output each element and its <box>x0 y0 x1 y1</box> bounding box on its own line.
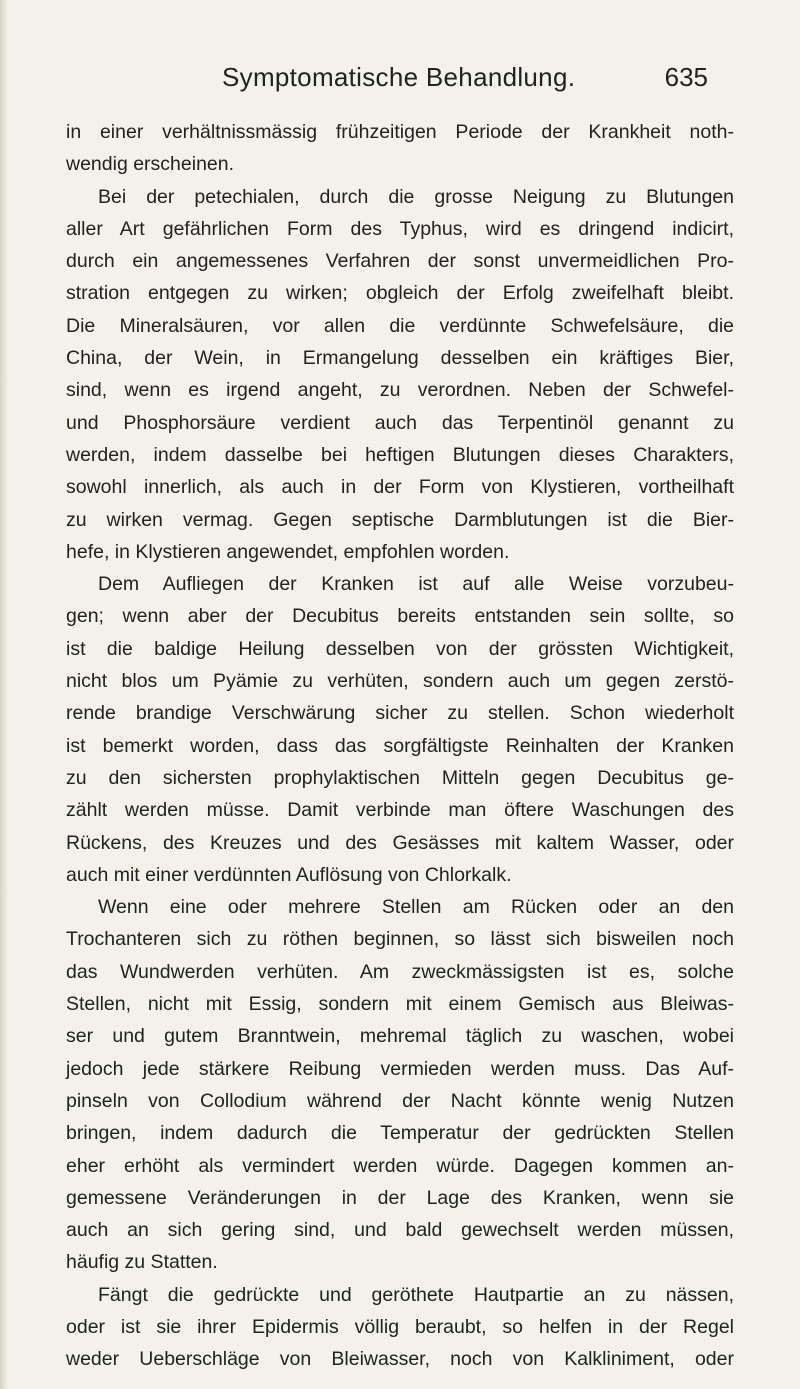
text-line: wendig erscheinen. <box>66 153 235 176</box>
text-line: zählt werden müsse. Damit verbinde man öftere Waschungen des <box>66 799 734 822</box>
text-line: aller Art gefährlichen Form des Typhus, wird es dringend indicirt, <box>66 217 734 240</box>
text-line: zu wirken vermag. Gegen septische Darmblutungen ist die Bier- <box>66 508 734 531</box>
text-line: bringen, indem dadurch die Temperatur der gedrückten Stellen <box>66 1122 734 1145</box>
text-line: auch an sich gering sind, und bald gewechselt werden müssen, <box>66 1219 734 1242</box>
text-line: ser und gutem Branntwein, mehremal täglich zu waschen, wobei <box>66 1025 734 1048</box>
text-line: werden, indem dasselbe bei heftigen Blutungen dieses Charakters, <box>66 443 734 466</box>
text-line: stration entgegen zu wirken; obgleich der Erfolg zweifelhaft bleibt. <box>66 282 734 305</box>
text-line: hefe, in Klystieren angewendet, empfohlen worden. <box>66 540 510 563</box>
text-line: Dem Aufliegen der Kranken ist auf alle Weise vorzubeu- <box>98 573 734 596</box>
text-line: pinseln von Collodium während der Nacht könnte wenig Nutzen <box>66 1089 734 1112</box>
text-line: das Wundwerden verhüten. Am zweckmässigsten ist es, solche <box>66 960 734 983</box>
text-line: nicht blos um Pyämie zu verhüten, sondern auch um gegen zerstö- <box>66 670 734 693</box>
text-line: Wenn eine oder mehrere Stellen am Rücken oder an den <box>98 896 734 919</box>
page-number: 635 <box>664 62 708 92</box>
text-line: und Phosphorsäure verdient auch das Terpentinöl genannt zu <box>66 411 734 434</box>
text-line: in einer verhältnissmässig frühzeitigen Periode der Krankheit noth- <box>66 121 734 143</box>
text-line: Trochanteren sich zu röthen beginnen, so lässt sich bisweilen noch <box>66 928 734 951</box>
text-line: durch ein angemessenes Verfahren der sonst unvermeidlichen Pro- <box>66 250 734 273</box>
text-line: China, der Wein, in Ermangelung desselben ein kräftiges Bier, <box>66 347 734 370</box>
text-line: ist die baldige Heilung desselben von der grössten Wichtigkeit, <box>66 637 734 660</box>
text-line: Die Mineralsäuren, vor allen die verdünnte Schwefelsäure, die <box>66 314 734 337</box>
body-text <box>66 116 734 1376</box>
text-line: jedoch jede stärkere Reibung vermieden werden muss. Das Auf- <box>66 1057 734 1080</box>
text-line: Rückens, des Kreuzes und des Gesässes mit kaltem Wasser, oder <box>66 831 734 854</box>
running-header <box>222 62 708 102</box>
text-line: auch mit einer verdünnten Auflösung von Chlorkalk. <box>66 863 512 886</box>
text-line: zu den sichersten prophylaktischen Mitteln gegen Decubitus ge- <box>66 766 734 789</box>
text-line: Fängt die gedrückte und geröthete Hautpartie an zu nässen, <box>98 1283 734 1306</box>
text-line: sind, wenn es irgend angeht, zu verordnen. Neben der Schwefel- <box>66 379 734 402</box>
text-line: Stellen, nicht mit Essig, sondern mit einem Gemisch aus Bleiwas- <box>66 993 734 1016</box>
text-line: eher erhöht als vermindert werden würde. Dagegen kommen an- <box>66 1154 734 1177</box>
text-line: sowohl innerlich, als auch in der Form von Klystieren, vortheilhaft <box>66 476 734 499</box>
text-line: Bei der petechialen, durch die grosse Neigung zu Blutungen <box>98 185 734 208</box>
text-line: häufig zu Statten. <box>66 1251 218 1274</box>
page-title: Symptomatische Behandlung. <box>222 62 576 92</box>
page-edge-shadow <box>0 0 8 1389</box>
text-line: rende brandige Verschwärung sicher zu stellen. Schon wiederholt <box>66 702 734 725</box>
text-line: weder Ueberschläge von Bleiwasser, noch von Kalkliniment, oder <box>66 1348 734 1371</box>
text-line: gen; wenn aber der Decubitus bereits entstanden sein sollte, so <box>66 605 734 628</box>
text-line: gemessene Veränderungen in der Lage des Kranken, wenn sie <box>66 1186 734 1209</box>
text-line: ist bemerkt worden, dass das sorgfältigste Reinhalten der Kranken <box>66 734 734 757</box>
text-line: oder ist sie ihrer Epidermis völlig beraubt, so helfen in der Regel <box>66 1315 734 1338</box>
